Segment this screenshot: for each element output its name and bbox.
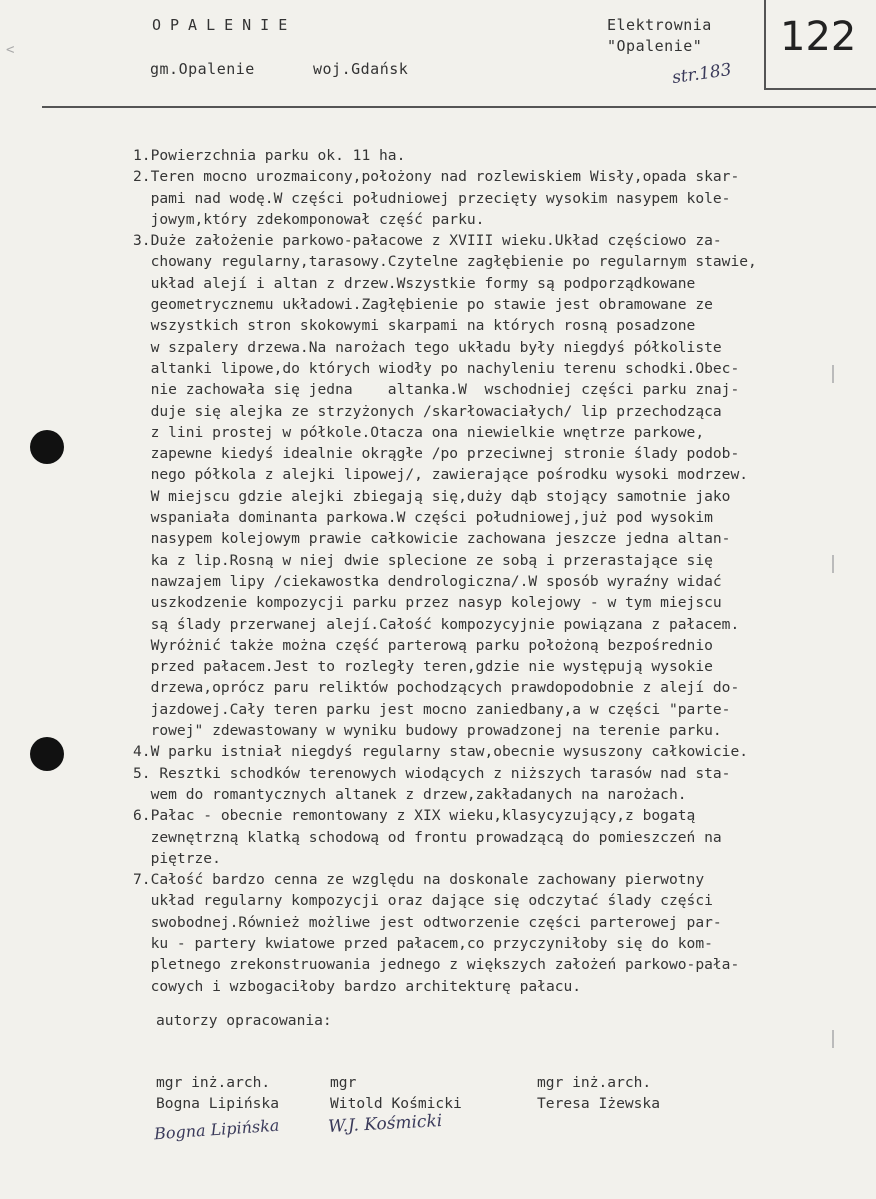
- author-title: mgr inż.arch.: [156, 1074, 271, 1091]
- text-line: altanki lipowe,do których wiodły po nachyleniu terenu schodki.Obec-: [133, 359, 740, 377]
- text-line: uszkodzenie kompozycji parku przez nasyp kolejowy - w tym miejscu: [133, 594, 722, 612]
- author-signature: W.J. Kośmicki: [327, 1111, 443, 1137]
- voivodeship-label: woj.Gdańsk: [313, 60, 409, 78]
- author-name: Bogna Lipińska: [156, 1095, 280, 1112]
- place-title: OPALENIE: [152, 16, 297, 34]
- text-line: 7.Całość bardzo cenna ze względu na doskonale zachowany pierwotny: [133, 871, 705, 889]
- text-line: układ alejí i altan z drzew.Wszystkie formy są podporządkowane: [133, 274, 696, 292]
- text-line: ka z lip.Rosną w niej dwie splecione ze sobą i przerastające się: [133, 551, 713, 569]
- text-line: wem do romantycznych altanek z drzew,zakładanych na narożach.: [133, 785, 687, 803]
- text-line: cowych i wzbogaciłoby bardzo architekturę pałacu.: [133, 977, 582, 995]
- text-line: są ślady przerwanej alejí.Całość kompozycyjnie powiązana z pałacem.: [133, 615, 740, 633]
- text-line: 2.Teren mocno urozmaicony,położony nad rozlewiskiem Wisły,opada skar-: [133, 168, 740, 186]
- text-line: geometrycznemu układowi.Zagłębienie po stawie jest obramowane ze: [133, 296, 713, 314]
- handwritten-page-ref: str.183: [670, 59, 733, 89]
- text-line: nasypem kolejowym prawie całkowicie zachowana jeszcze jedna altan-: [133, 530, 731, 548]
- text-line: w szpalery drzewa.Na narożach tego układu były niegdyś półkoliste: [133, 338, 722, 356]
- text-line: wspaniała dominanta parkowa.W części południowej,już pod wysokim: [133, 509, 713, 527]
- text-line: jazdowej.Cały teren parku jest mocno zaniedbany,a w części "parte-: [133, 700, 731, 718]
- author-signature: Bogna Lipińska: [153, 1115, 280, 1144]
- text-line: wszystkich stron skokowymi skarpami na których rosną posadzone: [133, 317, 696, 335]
- text-line: 5. Resztki schodków terenowych wiodących z niższych tarasów nad sta-: [133, 764, 731, 782]
- text-line: zapewne kiedyś idealnie okrągłe /po przeciwnej stronie ślady podob-: [133, 445, 740, 463]
- text-line: piętrze.: [133, 849, 221, 867]
- text-line: rowej" zdewastowany w wyniku budowy prowadzonej na terenie parku.: [133, 722, 722, 740]
- text-line: pami nad wodę.W części południowej przecięty wysokim nasypem kole-: [133, 189, 731, 207]
- text-line: nie zachowała się jedna altanka.W wschodniej części parku znaj-: [133, 381, 740, 399]
- text-line: nego półkola z alejki lipowej/, zawierające pośrodku wysoki modrzew.: [133, 466, 749, 484]
- text-line: swobodnej.Również możliwe jest odtworzenie części parterowej par-: [133, 913, 722, 931]
- authors-heading: autorzy opracowania:: [156, 1012, 332, 1029]
- author-name: Witold Kośmicki: [330, 1095, 462, 1112]
- text-line: Wyróżnić także można część parterową parku położoną bezpośrednio: [133, 636, 713, 654]
- text-line: 6.Pałac - obecnie remontowany z XIX wieku,klasycyzujący,z bogatą: [133, 807, 696, 825]
- text-line: ku - partery kwiatowe przed pałacem,co przyczyniłoby się do kom-: [133, 934, 713, 952]
- text-line: pletnego zrekonstruowania jednego z większych założeń parkowo-pała-: [133, 956, 740, 974]
- text-line: układ regularny kompozycji oraz dające się odczytać ślady części: [133, 892, 713, 910]
- author-title: mgr inż.arch.: [537, 1074, 652, 1091]
- text-line: drzewa,oprócz paru reliktów pochodzących prawdopodobnie z alejí do-: [133, 679, 740, 697]
- header-divider: [42, 106, 876, 108]
- text-line: jowym,który zdekomponował część parku.: [133, 210, 485, 228]
- text-line: zewnętrzną klatką schodową od frontu prowadzącą do pomieszczeń na: [133, 828, 722, 846]
- text-line: 3.Duże założenie parkowo-pałacowe z XVIII wieku.Układ częściowo za-: [133, 232, 722, 250]
- author-name: Teresa Iżewska: [537, 1095, 661, 1112]
- text-line: W miejscu gdzie alejki zbiegają się,duży dąb stojący samotnie jako: [133, 487, 731, 505]
- binder-hole-top: [30, 430, 64, 464]
- author-title: mgr: [330, 1074, 357, 1091]
- commune-label: gm.Opalenie: [150, 60, 255, 78]
- page-number: 122: [780, 14, 857, 60]
- text-line: 4.W parku istniał niegdyś regularny staw,obecnie wysuszony całkowicie.: [133, 743, 749, 761]
- text-line: 1.Powierzchnia parku ok. 11 ha.: [133, 147, 406, 164]
- text-line: z lini prostej w półkole.Otacza ona niewielkie wnętrze parkowe,: [133, 423, 705, 441]
- text-line: duje się alejka ze strzyżonych /skarłowaciałych/ lip przechodząca: [133, 402, 722, 420]
- margin-tick: [832, 1030, 834, 1048]
- object-name-line2: "Opalenie": [607, 37, 703, 55]
- binder-hole-bottom: [30, 737, 64, 771]
- text-line: chowany regularny,tarasowy.Czytelne zagłębienie po regularnym stawie,: [133, 253, 757, 271]
- text-line: przed pałacem.Jest to rozległy teren,gdzie nie występują wysokie: [133, 658, 713, 676]
- margin-mark: <: [6, 42, 15, 58]
- document-body: [133, 145, 873, 997]
- text-line: nawzajem lipy /ciekawostka dendrologiczna/.W sposób wyraźny widać: [133, 572, 722, 590]
- object-name-line1: Elektrownia: [607, 16, 712, 34]
